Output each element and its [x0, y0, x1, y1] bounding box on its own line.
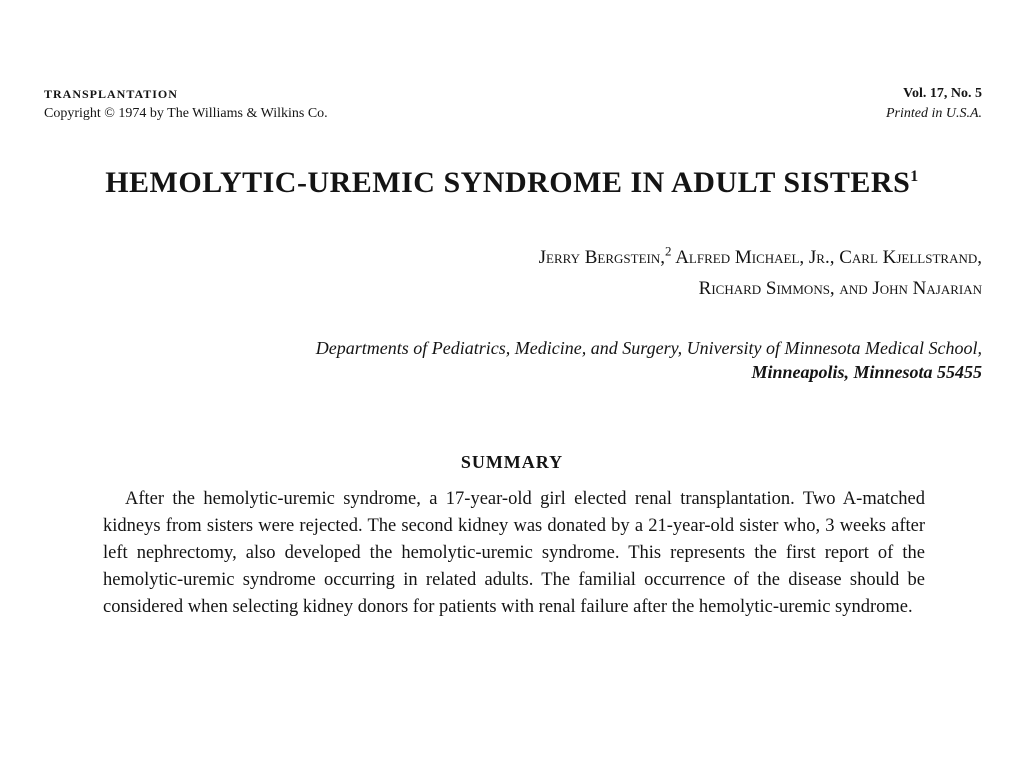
printed-location: Printed in U.S.A. [885, 106, 982, 121]
journal-header-right [886, 84, 982, 124]
volume-number: Vol. 17, No. 5 [903, 86, 982, 101]
summary-text: After the hemolytic-uremic syndrome, a 17-year-old girl elected renal transplantation. Two A-matched kidneys from sisters were rejected. The second kidney was donated by a 21-year-old sister who, 3 weeks after left nephrectomy, also developed the hemolytic-uremic syndrome. This represents the first report of the hemolytic-uremic syndrome occurring in related adults. The familial occurrence of the disease should be considered when selecting kidney donors for patients with renal failure after the hemolytic-uremic syndrome. [103, 489, 925, 617]
author-line-1 [539, 242, 982, 273]
affiliation-line-2: Minneapolis, Minnesota 55455 [751, 362, 982, 382]
article-title-text: HEMOLYTIC-UREMIC SYNDROME IN ADULT SISTERS [105, 166, 911, 199]
author-rest: Alfred Michael, Jr., Carl Kjellstrand, [671, 247, 982, 268]
author-line-2: Richard Simmons, and John Najarian [698, 278, 982, 299]
journal-header-left [44, 84, 328, 124]
author-list [539, 242, 982, 304]
journal-name: TRANSPLANTATION [44, 87, 178, 101]
affiliation [316, 336, 982, 384]
copyright-notice: Copyright © 1974 by The Williams & Wilkins Co. [44, 106, 328, 121]
author-first: Jerry Bergstein, [538, 247, 665, 268]
title-footnote-marker: 1 [910, 168, 919, 185]
author-footnote-marker: 2 [665, 243, 672, 259]
affiliation-line-1: Departments of Pediatrics, Medicine, and Surgery, University of Minnesota Medical School, [315, 338, 982, 358]
summary-heading: SUMMARY [460, 452, 564, 472]
article-title [0, 166, 1024, 200]
